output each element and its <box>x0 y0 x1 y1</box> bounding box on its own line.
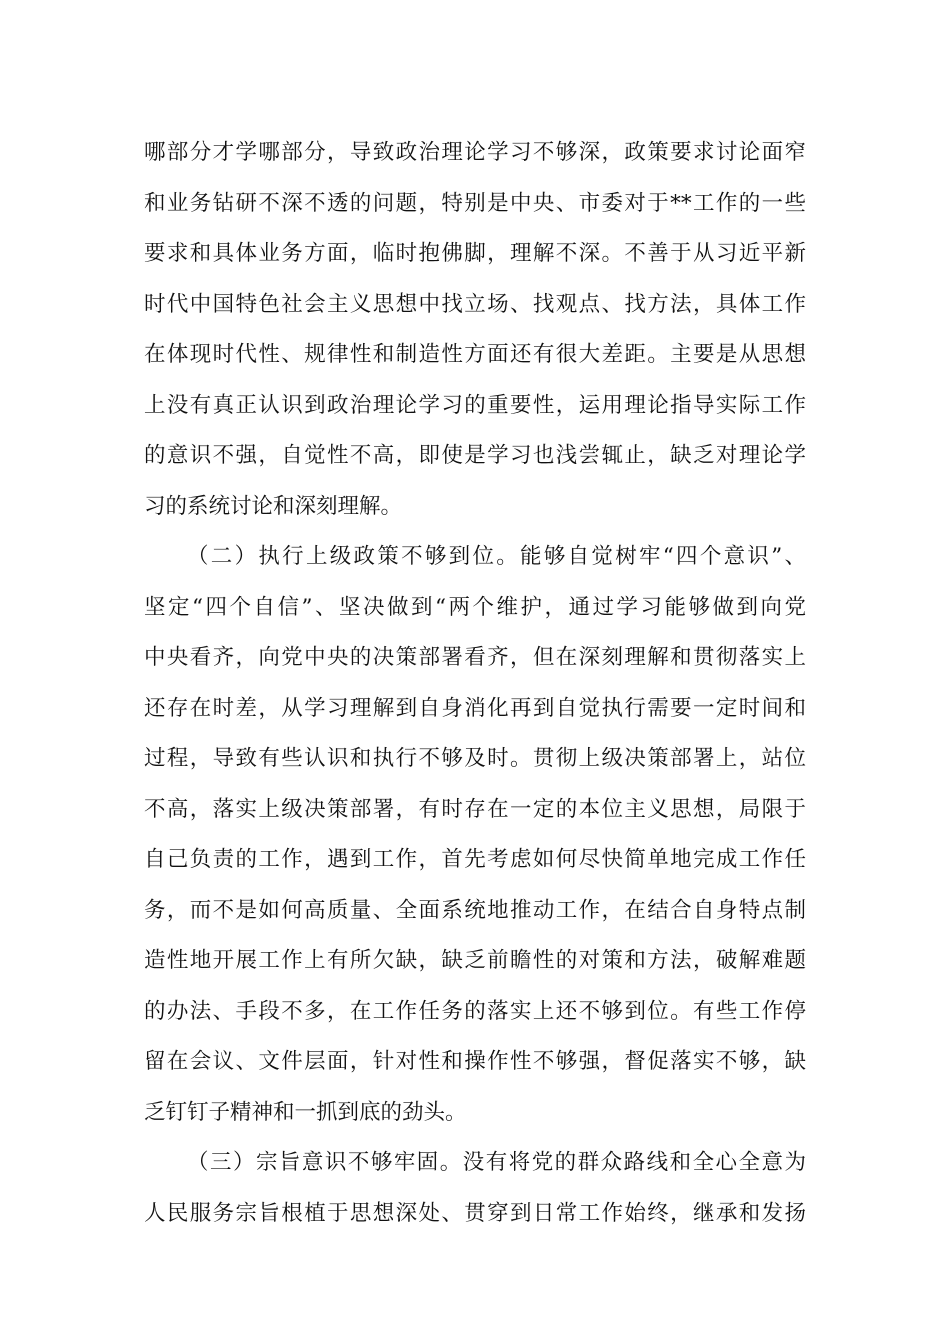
text-line: 哪部分才学哪部分，导致政治理论学习不够深，政策要求讨论面窄 <box>144 140 806 165</box>
text-line: 不高，落实上级决策部署，有时存在一定的本位主义思想，局限于 <box>144 796 806 822</box>
text-line: 中央看齐，向党中央的决策部署看齐，但在深刻理解和贯彻落实上 <box>144 645 806 670</box>
text-line: 留在会议、文件层面，针对性和操作性不够强，督促落实不够，缺 <box>144 1049 806 1074</box>
text-line: 要求和具体业务方面，临时抱佛脚，理解不深。不善于从习近平新 <box>144 241 806 266</box>
text-line: 过程，导致有些认识和执行不够及时。贯彻上级决策部署上，站位 <box>144 746 806 771</box>
text-line: 自己负责的工作，遇到工作，首先考虑如何尽快简单地完成工作任 <box>144 847 806 872</box>
section-heading-line: （三）宗旨意识不够牢固。没有将党的群众路线和全心全意为 <box>187 1150 806 1175</box>
text-line: 在体现时代性、规律性和制造性方面还有很大差距。主要是从思想 <box>144 342 806 367</box>
text-line: 造性地开展工作上有所欠缺，缺乏前瞻性的对策和方法，破解难题 <box>144 948 806 973</box>
text-line: 人民服务宗旨根植于思想深处、贯穿到日常工作始终，继承和发扬 <box>144 1200 806 1226</box>
text-line: 习的系统讨论和深刻理解。 <box>144 493 403 519</box>
text-line: 坚定“四个自信”、坚决做到“两个维护，通过学习能够做到向党 <box>144 594 806 620</box>
text-line: 乏钉钉子精神和一抓到底的劲头。 <box>144 1099 467 1125</box>
section-heading-line: （二）执行上级政策不够到位。能够自觉树牢“四个意识”、 <box>187 544 806 569</box>
text-line: 的意识不强，自觉性不高，即使是学习也浅尝辄止，缺乏对理论学 <box>144 443 806 468</box>
text-line: 务，而不是如何高质量、全面系统地推动工作，在结合自身特点制 <box>144 897 806 923</box>
text-line: 时代中国特色社会主义思想中找立场、找观点、找方法，具体工作 <box>144 291 806 317</box>
text-line: 和业务钻研不深不透的问题，特别是中央、市委对于**工作的一些 <box>144 190 806 216</box>
text-line: 上没有真正认识到政治理论学习的重要性，运用理论指导实际工作 <box>144 392 806 418</box>
body-text <box>144 128 806 1239</box>
text-line: 的办法、手段不多，在工作任务的落实上还不够到位。有些工作停 <box>144 998 806 1024</box>
text-line: 还存在时差，从学习理解到自身消化再到自觉执行需要一定时间和 <box>144 695 806 721</box>
